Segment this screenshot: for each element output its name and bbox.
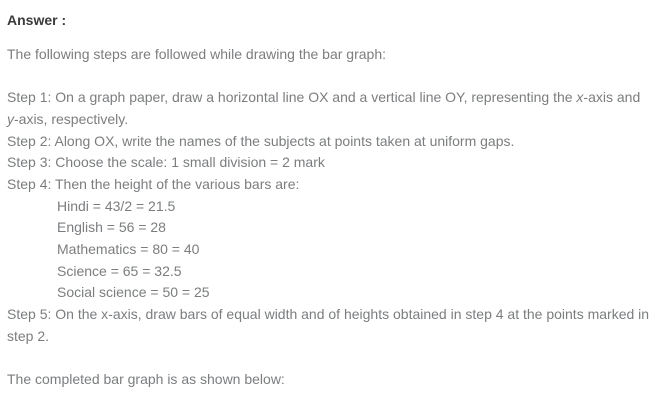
step-1-suffix: -axis, respectively. — [14, 110, 129, 127]
bar-height-mathematics: Mathematics = 80 = 40 — [57, 241, 200, 258]
bar-height-science: Science = 65 = 32.5 — [57, 262, 182, 279]
answer-heading: Answer : — [7, 12, 67, 28]
step-1-prefix: Step 1: On a graph paper, draw a horizontal line OX and a vertical line OY, representing the — [7, 89, 577, 106]
step-5-text: Step 5: On the x-axis, draw bars of equal width and of heights obtained in step 4 at the points marked in step 2. — [7, 306, 650, 344]
step-1-mid: -axis and — [583, 89, 641, 106]
y-axis-variable: y — [7, 110, 14, 127]
steps-section — [7, 87, 652, 347]
step-4-text: Step 4: Then the height of the various bars are: — [7, 175, 300, 192]
step-2-text: Step 2: Along OX, write the names of the subjects at points taken at uniform gaps. — [7, 132, 515, 149]
x-axis-variable: x — [576, 89, 584, 106]
step-3-text: Step 3: Choose the scale: 1 small division = 2 mark — [7, 154, 325, 171]
bar-height-english: English = 56 = 28 — [57, 219, 166, 236]
bar-height-hindi: Hindi = 43/2 = 21.5 — [57, 197, 176, 214]
intro-paragraph: The following steps are followed while drawing the bar graph: — [7, 45, 386, 62]
step-1-text — [7, 87, 652, 130]
bar-height-social-science: Social science = 50 = 25 — [57, 284, 210, 301]
closing-paragraph: The completed bar graph is as shown below: — [7, 371, 285, 388]
